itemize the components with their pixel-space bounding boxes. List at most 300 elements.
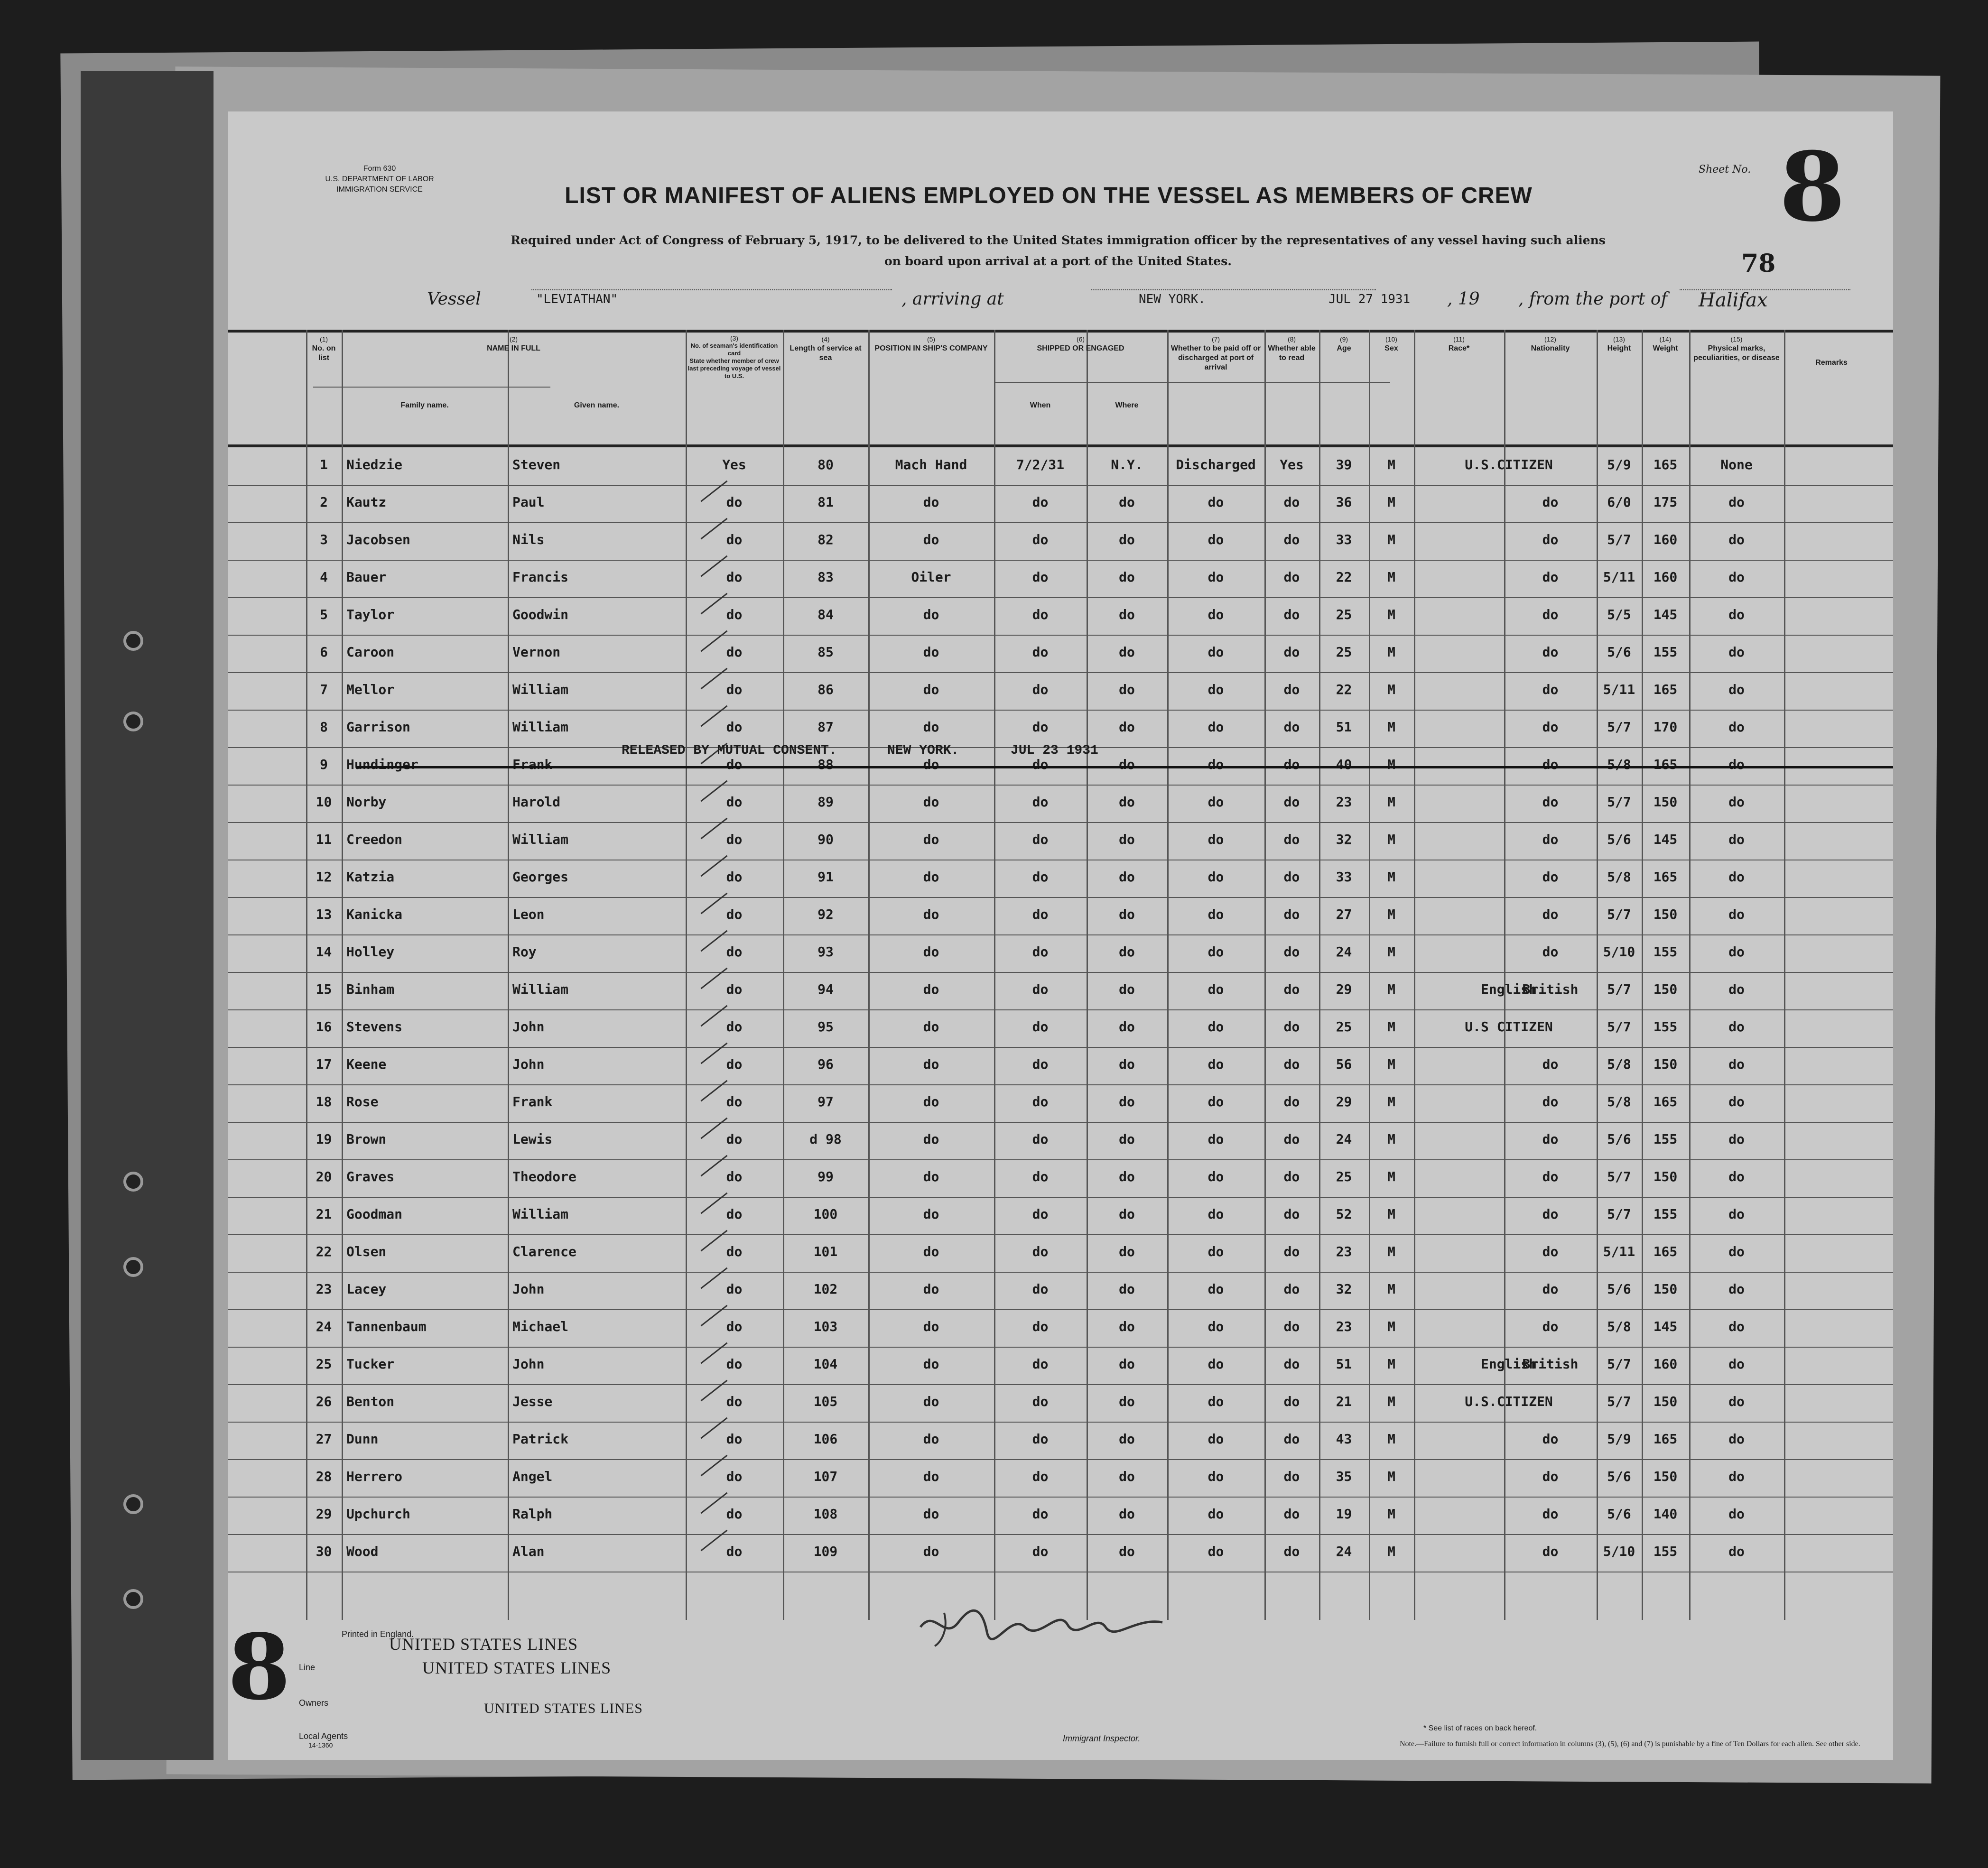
paid-off: do [1208, 1356, 1224, 1372]
punch-hole [123, 1589, 143, 1609]
previous-voyage: do [726, 1019, 743, 1035]
physical-marks: do [1728, 607, 1745, 622]
shipped-where: do [1119, 1019, 1135, 1035]
family-name: Niedzie [346, 457, 403, 472]
height: 5/11 [1603, 682, 1635, 697]
height: 5/6 [1607, 1281, 1631, 1297]
age: 25 [1336, 607, 1352, 622]
nationality: do [1542, 944, 1559, 960]
agents-name: UNITED STATES LINES [484, 1701, 643, 1716]
position: Mach Hand [895, 457, 967, 472]
released-stamp: RELEASED BY MUTUAL CONSENT. [622, 743, 837, 758]
previous-voyage: do [726, 981, 743, 997]
shipped-where: do [1119, 1056, 1135, 1072]
nationality: do [1542, 494, 1559, 510]
previous-voyage: do [726, 1319, 743, 1334]
position: do [923, 906, 939, 922]
table-row [228, 523, 1893, 561]
height: 5/8 [1607, 1094, 1631, 1110]
physical-marks: do [1728, 944, 1745, 960]
physical-marks: do [1728, 1506, 1745, 1522]
table-row [228, 935, 1893, 973]
form-number: Form 630 [363, 165, 396, 173]
header-nationality [1504, 334, 1597, 353]
races-note: * See list of races on back hereof. [1423, 1724, 1537, 1732]
position: do [923, 682, 939, 697]
header-label: Height [1607, 344, 1631, 352]
row-number: 28 [316, 1469, 332, 1484]
header-number: (15) [1730, 335, 1743, 343]
table-row [228, 448, 1893, 486]
weight: 155 [1653, 1544, 1678, 1559]
given-name: Alan [512, 1544, 545, 1559]
shipped-when: do [1032, 1281, 1049, 1297]
family-name: Upchurch [346, 1506, 410, 1522]
row-number: 10 [316, 794, 332, 810]
weight: 155 [1653, 1019, 1678, 1035]
table-row [228, 1385, 1893, 1423]
sex: M [1387, 1544, 1395, 1559]
shipped-where: do [1119, 532, 1135, 547]
length-of-service: 100 [813, 1206, 838, 1222]
weight: 150 [1653, 1056, 1678, 1072]
vessel-name: "LEVIATHAN" [536, 292, 618, 306]
given-name: Francis [512, 569, 569, 585]
header-race [1414, 334, 1504, 353]
nationality: do [1542, 719, 1559, 735]
length-of-service: 108 [813, 1506, 838, 1522]
table-row [228, 1273, 1893, 1310]
paid-off: do [1208, 1506, 1224, 1522]
header-identification [686, 334, 783, 380]
vessel-name-underline [531, 289, 892, 290]
header-read [1264, 334, 1319, 363]
weight: 165 [1653, 1431, 1678, 1447]
owners-name: UNITED STATES LINES [422, 1658, 612, 1677]
nationality: do [1542, 1056, 1559, 1072]
given-name: Leon [512, 906, 545, 922]
height: 5/6 [1607, 1506, 1631, 1522]
given-name: Lewis [512, 1131, 553, 1147]
length-of-service: 83 [817, 569, 834, 585]
sex: M [1387, 869, 1395, 885]
header-number: (3) [730, 334, 739, 342]
header-label: Length of service at sea [790, 344, 862, 362]
nationality: do [1542, 1469, 1559, 1484]
sex: M [1387, 1169, 1395, 1184]
position: do [923, 494, 939, 510]
punch-hole [123, 1494, 143, 1514]
family-name: Holley [346, 944, 395, 960]
table-row [228, 1010, 1893, 1048]
table-row [228, 1048, 1893, 1085]
sex: M [1387, 1394, 1395, 1409]
height: 5/10 [1603, 944, 1635, 960]
row-number: 30 [316, 1544, 332, 1559]
age: 32 [1336, 1281, 1352, 1297]
weight: 160 [1653, 532, 1678, 547]
age: 25 [1336, 1019, 1352, 1035]
nationality: do [1542, 1206, 1559, 1222]
paid-off: do [1208, 1169, 1224, 1184]
previous-voyage: do [726, 1094, 743, 1110]
subtitle [418, 230, 1699, 272]
height: 5/8 [1607, 1319, 1631, 1334]
length-of-service: 89 [817, 794, 834, 810]
sex: M [1387, 644, 1395, 660]
position: do [923, 1281, 939, 1297]
paid-off: do [1208, 1394, 1224, 1409]
position: do [923, 1469, 939, 1484]
age: 32 [1336, 832, 1352, 847]
sex: M [1387, 1056, 1395, 1072]
given-name: Georges [512, 869, 569, 885]
age: 23 [1336, 794, 1352, 810]
weight: 165 [1653, 1094, 1678, 1110]
table-row [228, 598, 1893, 636]
given-name: William [512, 981, 569, 997]
weight: 155 [1653, 644, 1678, 660]
shipped-where: do [1119, 906, 1135, 922]
physical-marks: do [1728, 1206, 1745, 1222]
physical-marks: do [1728, 1131, 1745, 1147]
paid-off: do [1208, 532, 1224, 547]
previous-voyage: do [726, 719, 743, 735]
age: 24 [1336, 1131, 1352, 1147]
previous-voyage: do [726, 1131, 743, 1147]
service-name: IMMIGRATION SERVICE [336, 185, 423, 194]
height: 5/8 [1607, 869, 1631, 885]
row-number: 26 [316, 1394, 332, 1409]
table-row [228, 673, 1893, 711]
paid-off: do [1208, 757, 1224, 772]
given-name: Frank [512, 757, 553, 772]
family-name: Olsen [346, 1244, 387, 1259]
nationality: do [1542, 1544, 1559, 1559]
previous-voyage: do [726, 1431, 743, 1447]
header-age [1319, 334, 1369, 353]
age: 52 [1336, 1206, 1352, 1222]
shipped-when: do [1032, 569, 1049, 585]
header-label: No. of seaman's identification card [690, 342, 778, 357]
sex: M [1387, 1469, 1395, 1484]
table-row [228, 1310, 1893, 1348]
able-to-read: do [1283, 1094, 1300, 1110]
row-number: 15 [316, 981, 332, 997]
paid-off: do [1208, 607, 1224, 622]
able-to-read: do [1283, 757, 1300, 772]
paid-off: do [1208, 1094, 1224, 1110]
header-label: Whether able to read [1268, 344, 1316, 362]
family-name: Taylor [346, 607, 395, 622]
weight: 150 [1653, 981, 1678, 997]
weight: 150 [1653, 906, 1678, 922]
given-name: Ralph [512, 1506, 553, 1522]
age: 21 [1336, 1394, 1352, 1409]
physical-marks: None [1720, 457, 1753, 472]
family-name: Benton [346, 1394, 395, 1409]
nationality: do [1542, 869, 1559, 885]
height: 5/8 [1607, 1056, 1631, 1072]
table-row [228, 1123, 1893, 1160]
family-name: Kanicka [346, 906, 403, 922]
sex: M [1387, 1131, 1395, 1147]
shipped-when: do [1032, 607, 1049, 622]
header-label: NAME IN FULL [487, 344, 540, 352]
height: 5/6 [1607, 644, 1631, 660]
able-to-read: do [1283, 494, 1300, 510]
position: do [923, 981, 939, 997]
table-row [228, 973, 1893, 1010]
length-of-service: 85 [817, 644, 834, 660]
age: 51 [1336, 1356, 1352, 1372]
shipped-where: do [1119, 1394, 1135, 1409]
shipped-when: do [1032, 532, 1049, 547]
age: 29 [1336, 1094, 1352, 1110]
able-to-read: do [1283, 1281, 1300, 1297]
paid-off: do [1208, 794, 1224, 810]
shipped-where: do [1119, 944, 1135, 960]
shipped-where: do [1119, 719, 1135, 735]
weight: 165 [1653, 682, 1678, 697]
race: English [1480, 1356, 1537, 1372]
sex: M [1387, 607, 1395, 622]
table-row [228, 1160, 1893, 1198]
age: 25 [1336, 1169, 1352, 1184]
age: 39 [1336, 457, 1352, 472]
height: 5/11 [1603, 1244, 1635, 1259]
position: do [923, 607, 939, 622]
family-name: Norby [346, 794, 387, 810]
physical-marks: do [1728, 1431, 1745, 1447]
able-to-read: do [1283, 1469, 1300, 1484]
able-to-read: do [1283, 1544, 1300, 1559]
age: 24 [1336, 944, 1352, 960]
given-name: Theodore [512, 1169, 576, 1184]
shipped-where: do [1119, 1169, 1135, 1184]
physical-marks: do [1728, 1244, 1745, 1259]
physical-marks: do [1728, 1544, 1745, 1559]
nationality: do [1542, 1319, 1559, 1334]
sex: M [1387, 944, 1395, 960]
family-name: Binham [346, 981, 395, 997]
table-row [228, 860, 1893, 898]
given-name: Clarence [512, 1244, 576, 1259]
table-row [228, 898, 1893, 935]
age: 23 [1336, 1319, 1352, 1334]
header-height [1597, 334, 1642, 353]
shipped-when: do [1032, 1056, 1049, 1072]
age: 29 [1336, 981, 1352, 997]
sex: M [1387, 1506, 1395, 1522]
length-of-service: 106 [813, 1431, 838, 1447]
weight: 155 [1653, 1206, 1678, 1222]
length-of-service: 80 [817, 457, 834, 472]
length-of-service: 84 [817, 607, 834, 622]
table-row [228, 1498, 1893, 1535]
row-number: 16 [316, 1019, 332, 1035]
sex: M [1387, 457, 1395, 472]
height: 5/5 [1607, 607, 1631, 622]
height: 5/7 [1607, 1019, 1631, 1035]
header-family-name: Family name. [400, 401, 449, 409]
binder-edge [81, 71, 214, 1760]
paid-off: do [1208, 1319, 1224, 1334]
height: 5/6 [1607, 1131, 1631, 1147]
sex: M [1387, 569, 1395, 585]
shipped-where: do [1119, 494, 1135, 510]
nationality: British [1522, 1356, 1579, 1372]
table-row [228, 1235, 1893, 1273]
previous-voyage: do [726, 494, 743, 510]
able-to-read: do [1283, 1131, 1300, 1147]
shipped-when: do [1032, 494, 1049, 510]
header-number: (10) [1385, 335, 1397, 343]
position: do [923, 1431, 939, 1447]
sex: M [1387, 1356, 1395, 1372]
nationality: do [1542, 532, 1559, 547]
header-number: (8) [1287, 335, 1296, 343]
shipped-where: do [1119, 682, 1135, 697]
header-number: (6) [1076, 335, 1085, 343]
weight: 170 [1653, 719, 1678, 735]
able-to-read: do [1283, 1206, 1300, 1222]
length-of-service: 105 [813, 1394, 838, 1409]
height: 5/6 [1607, 1469, 1631, 1484]
given-name: Jesse [512, 1394, 553, 1409]
nationality: do [1542, 607, 1559, 622]
previous-voyage: do [726, 1544, 743, 1559]
paid-off: do [1208, 682, 1224, 697]
paid-off: do [1208, 944, 1224, 960]
weight: 150 [1653, 1394, 1678, 1409]
position: do [923, 719, 939, 735]
height: 5/8 [1607, 757, 1631, 772]
shipped-when: 7/2/31 [1016, 457, 1065, 472]
paid-off: do [1208, 1544, 1224, 1559]
manifest-sheet [228, 111, 1893, 1760]
able-to-read: do [1283, 1056, 1300, 1072]
header-label: Age [1337, 344, 1351, 352]
family-name: Dunn [346, 1431, 379, 1447]
length-of-service: 82 [817, 532, 834, 547]
shipped-when: do [1032, 832, 1049, 847]
age: 25 [1336, 644, 1352, 660]
shipped-when: do [1032, 1019, 1049, 1035]
previous-voyage: do [726, 1356, 743, 1372]
family-name: Tucker [346, 1356, 395, 1372]
shipped-where: do [1119, 1244, 1135, 1259]
table-row [228, 786, 1893, 823]
from-port-label: , from the port of [1518, 289, 1667, 309]
able-to-read: do [1283, 794, 1300, 810]
length-of-service: 87 [817, 719, 834, 735]
given-name: Vernon [512, 644, 561, 660]
position: do [923, 794, 939, 810]
able-to-read: do [1283, 944, 1300, 960]
position: do [923, 1056, 939, 1072]
table-row [228, 1198, 1893, 1235]
sex: M [1387, 1431, 1395, 1447]
position: do [923, 757, 939, 772]
shipped-where: do [1119, 757, 1135, 772]
punch-hole [123, 1172, 143, 1192]
table-row [228, 1535, 1893, 1572]
length-of-service: 102 [813, 1281, 838, 1297]
shipped-when: do [1032, 719, 1049, 735]
position: do [923, 1394, 939, 1409]
given-name: William [512, 682, 569, 697]
row-number: 29 [316, 1506, 332, 1522]
paid-off: do [1208, 832, 1224, 847]
header-remarks: Remarks [1815, 359, 1848, 367]
given-name: Harold [512, 794, 561, 810]
given-name: Michael [512, 1319, 569, 1334]
height: 5/7 [1607, 981, 1631, 997]
physical-marks: do [1728, 1281, 1745, 1297]
family-name: Keene [346, 1056, 387, 1072]
previous-voyage: do [726, 569, 743, 585]
released-port-stamp: NEW YORK. [887, 743, 959, 758]
age: 43 [1336, 1431, 1352, 1447]
given-name: Paul [512, 494, 545, 510]
previous-voyage: do [726, 1506, 743, 1522]
length-of-service: 81 [817, 494, 834, 510]
header-label: Weight [1653, 344, 1678, 352]
age: 27 [1336, 906, 1352, 922]
row-number: 2 [320, 494, 328, 510]
physical-marks: do [1728, 532, 1745, 547]
position: do [923, 832, 939, 847]
form-header [285, 164, 474, 195]
family-name: Wood [346, 1544, 379, 1559]
weight: 150 [1653, 1169, 1678, 1184]
family-name: Kautz [346, 494, 387, 510]
age: 36 [1336, 494, 1352, 510]
height: 5/11 [1603, 569, 1635, 585]
paid-off: do [1208, 494, 1224, 510]
age: 22 [1336, 682, 1352, 697]
paid-off: do [1208, 1206, 1224, 1222]
inspector-label: Immigrant Inspector. [1063, 1734, 1141, 1743]
header-paid-off [1167, 334, 1264, 372]
row-number: 13 [316, 906, 332, 922]
race: U.S CITIZEN [1465, 1019, 1553, 1035]
nationality: do [1542, 1169, 1559, 1184]
previous-voyage: do [726, 682, 743, 697]
header-number: (13) [1613, 335, 1625, 343]
shipped-where: do [1119, 1356, 1135, 1372]
length-of-service: d 98 [809, 1131, 842, 1147]
arrival-date: JUL 27 1931 [1328, 292, 1411, 306]
shipped-when: do [1032, 1544, 1049, 1559]
nationality: do [1542, 832, 1559, 847]
paid-off: Discharged [1176, 457, 1256, 472]
previous-voyage: do [726, 607, 743, 622]
shipped-where: do [1119, 1544, 1135, 1559]
weight: 165 [1653, 1244, 1678, 1259]
paid-off: do [1208, 1244, 1224, 1259]
sex: M [1387, 1319, 1395, 1334]
paid-off: do [1208, 869, 1224, 885]
age: 33 [1336, 532, 1352, 547]
physical-marks: do [1728, 1056, 1745, 1072]
able-to-read: do [1283, 719, 1300, 735]
position: do [923, 1019, 939, 1035]
previous-voyage: do [726, 757, 743, 772]
row-number: 11 [316, 832, 332, 847]
weight: 145 [1653, 1319, 1678, 1334]
